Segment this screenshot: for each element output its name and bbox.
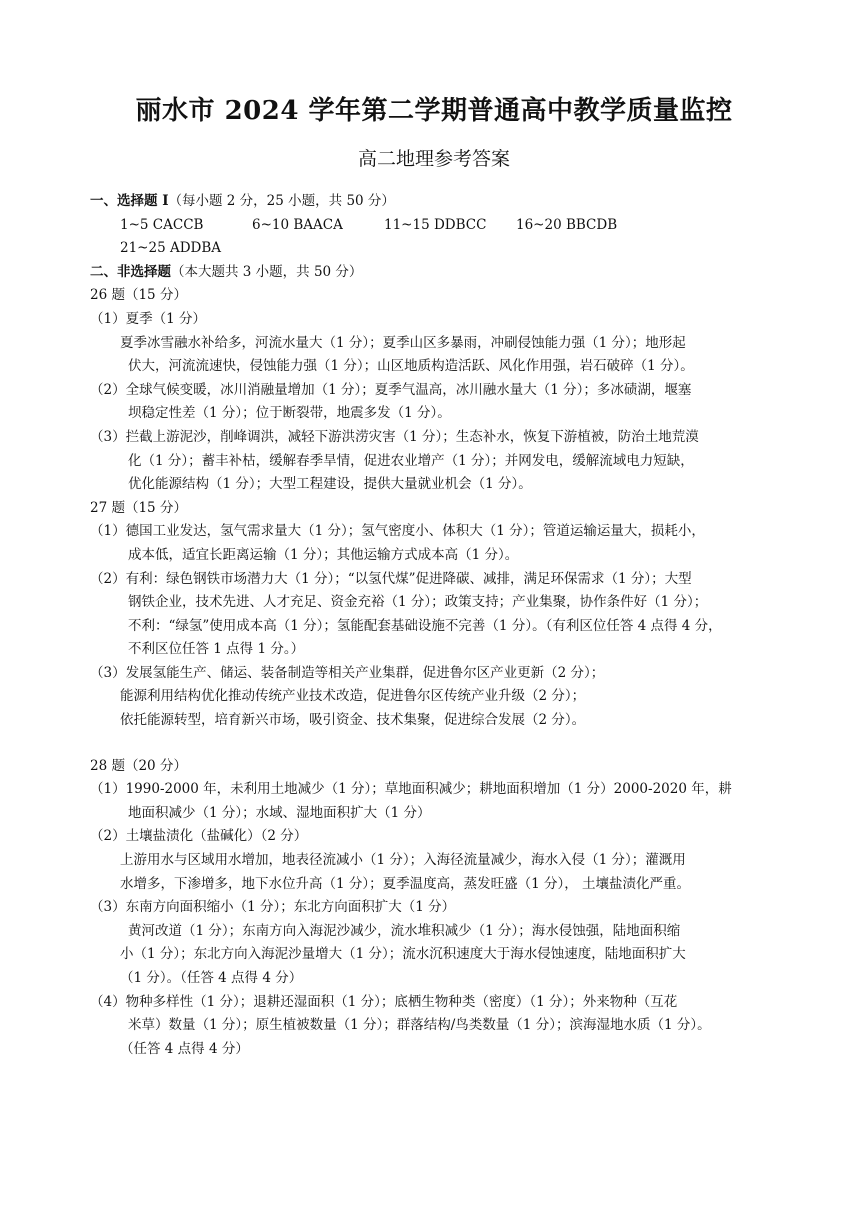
document-title: 丽水市 2024 学年第二学期普通高中教学质量监控	[135, 96, 733, 126]
q26-part3-line: （3）拦截上游泥沙，削峰调洪，减轻下游洪涝灾害（1 分）；生态补水，恢复下游植被，防治土地荒漠	[90, 428, 699, 445]
choice-answer-group: 6~10 BAACA	[252, 216, 343, 233]
q26-part1-head: （1）夏季（1 分）	[90, 310, 206, 327]
q28-part2-line: 上游用水与区域用水增加，地表径流减小（1 分）；入海径流量减少，海水入侵（1 分）；灌溉用	[120, 852, 686, 869]
section1-heading-note: （每小题 2 分，25 小题，共 50 分）	[168, 193, 395, 209]
choice-answer-group: 21~25 ADDBA	[120, 240, 222, 257]
q26-part2-line: （2）全球气候变暖，冰川消融量增加（1 分）；夏季气温高，冰川融水量大（1 分）；多冰碛湖，堰塞	[90, 381, 692, 398]
q27-part3-line: 依托能源转型，培育新兴市场，吸引资金、技术集聚，促进综合发展（2 分）。	[120, 712, 586, 729]
q28-part4-line: 米草）数量（1 分）；原生植被数量（1 分）；群落结构/鸟类数量（1 分）；滨海湿地水质（1 分）。	[128, 1017, 711, 1034]
section1-heading-label: 一、选择题 I	[90, 193, 169, 209]
q27-part2-line: 不利区位任答 1 点得 1 分。）	[128, 641, 305, 658]
section2-heading-note: （本大题共 3 小题，共 50 分）	[171, 263, 363, 280]
q27-part1-line: 成本低，适宜长距离运输（1 分）；其他运输方式成本高（1 分）。	[128, 546, 519, 563]
q28-part1-line: 地面积减少（1 分）；水域、湿地面积扩大（1 分）	[128, 804, 431, 821]
spacer	[90, 733, 790, 755]
document-subtitle: 高二地理参考答案	[357, 148, 510, 170]
q27-part2-line: （2）有利：绿色钢铁市场潜力大（1 分）；“以氢代煤”促进降碳、减排，满足环保需求（1 分）；大型	[90, 570, 692, 587]
q27-title: 27 题（15 分）	[90, 499, 187, 516]
q28-part3-head: （3）东南方向面积缩小（1 分）；东北方向面积扩大（1 分）	[90, 899, 456, 916]
q27-part3-line: （3）发展氢能生产、储运、装备制造等相关产业集群，促进鲁尔区产业更新（2 分）；	[90, 664, 605, 681]
section1-heading	[90, 190, 790, 214]
q26-part2-line: 坝稳定性差（1 分）；位于断裂带，地震多发（1 分）。	[128, 405, 451, 422]
q28-part3-line: 小（1 分）；东北方向入海泥沙量增大（1 分）；流水沉积速度大于海水侵蚀速度，陆地面积扩大	[120, 946, 686, 963]
q26-part1-line: 伏大，河流流速快，侵蚀能力强（1 分）；山区地质构造活跃、风化作用强，岩石破碎（1 分）。	[128, 358, 694, 375]
choice-answers-row2	[90, 237, 790, 261]
q28-part2-line: 水增多，下渗增多，地下水位升高（1 分）；夏季温度高，蒸发旺盛（1 分）， 土壤盐渍化严重。	[120, 875, 691, 892]
choice-answer-group: 11~15 DDBCC	[384, 216, 487, 233]
q27-part2-line: 不利：“绿氢”使用成本高（1 分）；氢能配套基础设施不完善（1 分）。（有利区位任答 4 点得 4 分，	[128, 617, 722, 634]
q28-part4-line: （任答 4 点得 4 分）	[120, 1040, 249, 1057]
q26-part3-line: 优化能源结构（1 分）；大型工程建设，提供大量就业机会（1 分）。	[128, 476, 532, 493]
section2-heading	[90, 261, 790, 285]
section2-heading-label: 二、非选择题	[90, 263, 171, 280]
q28-part2-head: （2）土壤盐渍化（盐碱化）（2 分）	[90, 828, 308, 845]
answer-body	[90, 190, 790, 1061]
q28-part3-line: 黄河改道（1 分）；东南方向入海泥沙减少，流水堆积减少（1 分）；海水侵蚀强，陆地面积缩	[128, 922, 681, 939]
choice-answers-row1	[90, 214, 790, 238]
q28-title: 28 题（20 分）	[90, 757, 187, 774]
choice-answer-group: 1~5 CACCB	[120, 216, 204, 233]
q28-part3-line: （1 分）。（任答 4 点得 4 分）	[120, 970, 303, 986]
q27-part3-line: 能源利用结构优化推动传统产业技术改造，促进鲁尔区传统产业升级（2 分）；	[120, 688, 586, 705]
q28-part1-line: （1）1990-2000 年，未利用土地减少（1 分）；草地面积减少；耕地面积增加（1 分）2000-2020 年，耕	[90, 781, 732, 798]
q26-title: 26 题（15 分）	[90, 287, 187, 304]
q26-part3-line: 化（1 分）；蓄丰补枯，缓解春季旱情，促进农业增产（1 分）；并网发电，缓解流域电力短缺，	[128, 452, 694, 469]
q27-part2-line: 钢铁企业，技术先进、人才充足、资金充裕（1 分）；政策支持；产业集聚，协作条件好（1 分）；	[128, 594, 708, 611]
q28-part4-line: （4）物种多样性（1 分）；退耕还湿面积（1 分）；底栖生物种类（密度）（1 分）；外来物种（互花	[90, 993, 678, 1010]
choice-answer-group: 16~20 BBCDB	[516, 216, 618, 233]
q27-part1-line: （1）德国工业发达，氢气需求量大（1 分）；氢气密度小、体积大（1 分）；管道运输运量大，损耗小，	[90, 523, 705, 540]
q26-part1-line: 夏季冰雪融水补给多，河流水量大（1 分）；夏季山区多暴雨，冲刷侵蚀能力强（1 分）；地形起	[120, 334, 686, 351]
